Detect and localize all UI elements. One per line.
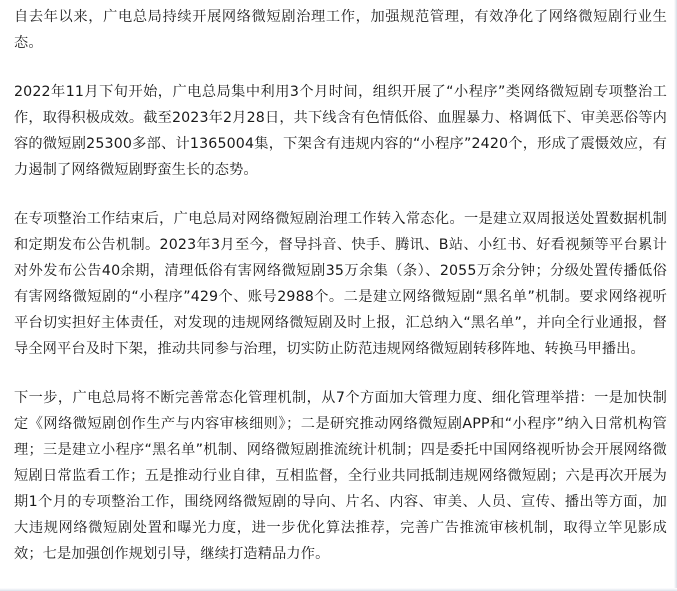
- paragraph-special-campaign: 2022年11月下旬开始，广电总局集中利用3个月时间，组织开展了“小程序”类网络微短剧专项整治工作，取得积极成效。截至2023年2月28日，共下线含有色情低俗、血腥暴力、格调低下、审美恶俗等内容的微短剧25300多部、计1365004集，下架含有违规内容的“小程序”2420个，形成了震慑效应，有力遏制了网络微短剧野蛮生长的态势。: [14, 84, 667, 178]
- paragraph-intro: 自去年以来，广电总局持续开展网络微短剧治理工作，加强规范管理，有效净化了网络微短剧行业生态。: [14, 9, 667, 51]
- paragraph-next-steps: 下一步，广电总局将不断完善常态化管理机制，从7个方面加大管理力度、细化管理举措：一是加快制定《网络微短剧创作生产与内容审核细则》；二是研究推动网络微短剧APP和“小程序”纳入日常机构管理；三是建立小程序“黑名单”机制、网络微短剧推流统计机制；四是委托中国网络视听协会开展网络微短剧日常监看工作；五是推动行业自律，互相监督，全行业共同抵制违规网络微短剧；六是再次开展为期1个月的专项整治工作，围绕网络微短剧的导向、片名、内容、审美、人员、宣传、播出等方面，加大违规网络微短剧处置和曝光力度，进一步优化算法推荐，完善广告推流审核机制，取得立竿见影成效；七是加强创作规划引导，继续打造精品力作。: [14, 390, 667, 562]
- paragraph-normalized-governance: 在专项整治工作结束后，广电总局对网络微短剧治理工作转入常态化。一是建立双周报送处置数据机制和定期发布公告机制。2023年3月至今，督导抖音、快手、腾讯、B站、小红书、好看视频等平台累计对外发布公告40余期，清理低俗有害网络微短剧35万余集（条）、2055万余分钟；分级处置传播低俗有害网络微短剧的“小程序”429个、账号2988个。二是建立网络微短剧“黑名单”机制。要求网络视听平台切实担好主体责任，对发现的违规网络微短剧及时上报，汇总纳入“黑名单”，并向全行业通报，督导全网平台及时下架，推动共同参与治理，切实防止防范违规网络微短剧转移阵地、转换马甲播出。: [14, 211, 667, 357]
